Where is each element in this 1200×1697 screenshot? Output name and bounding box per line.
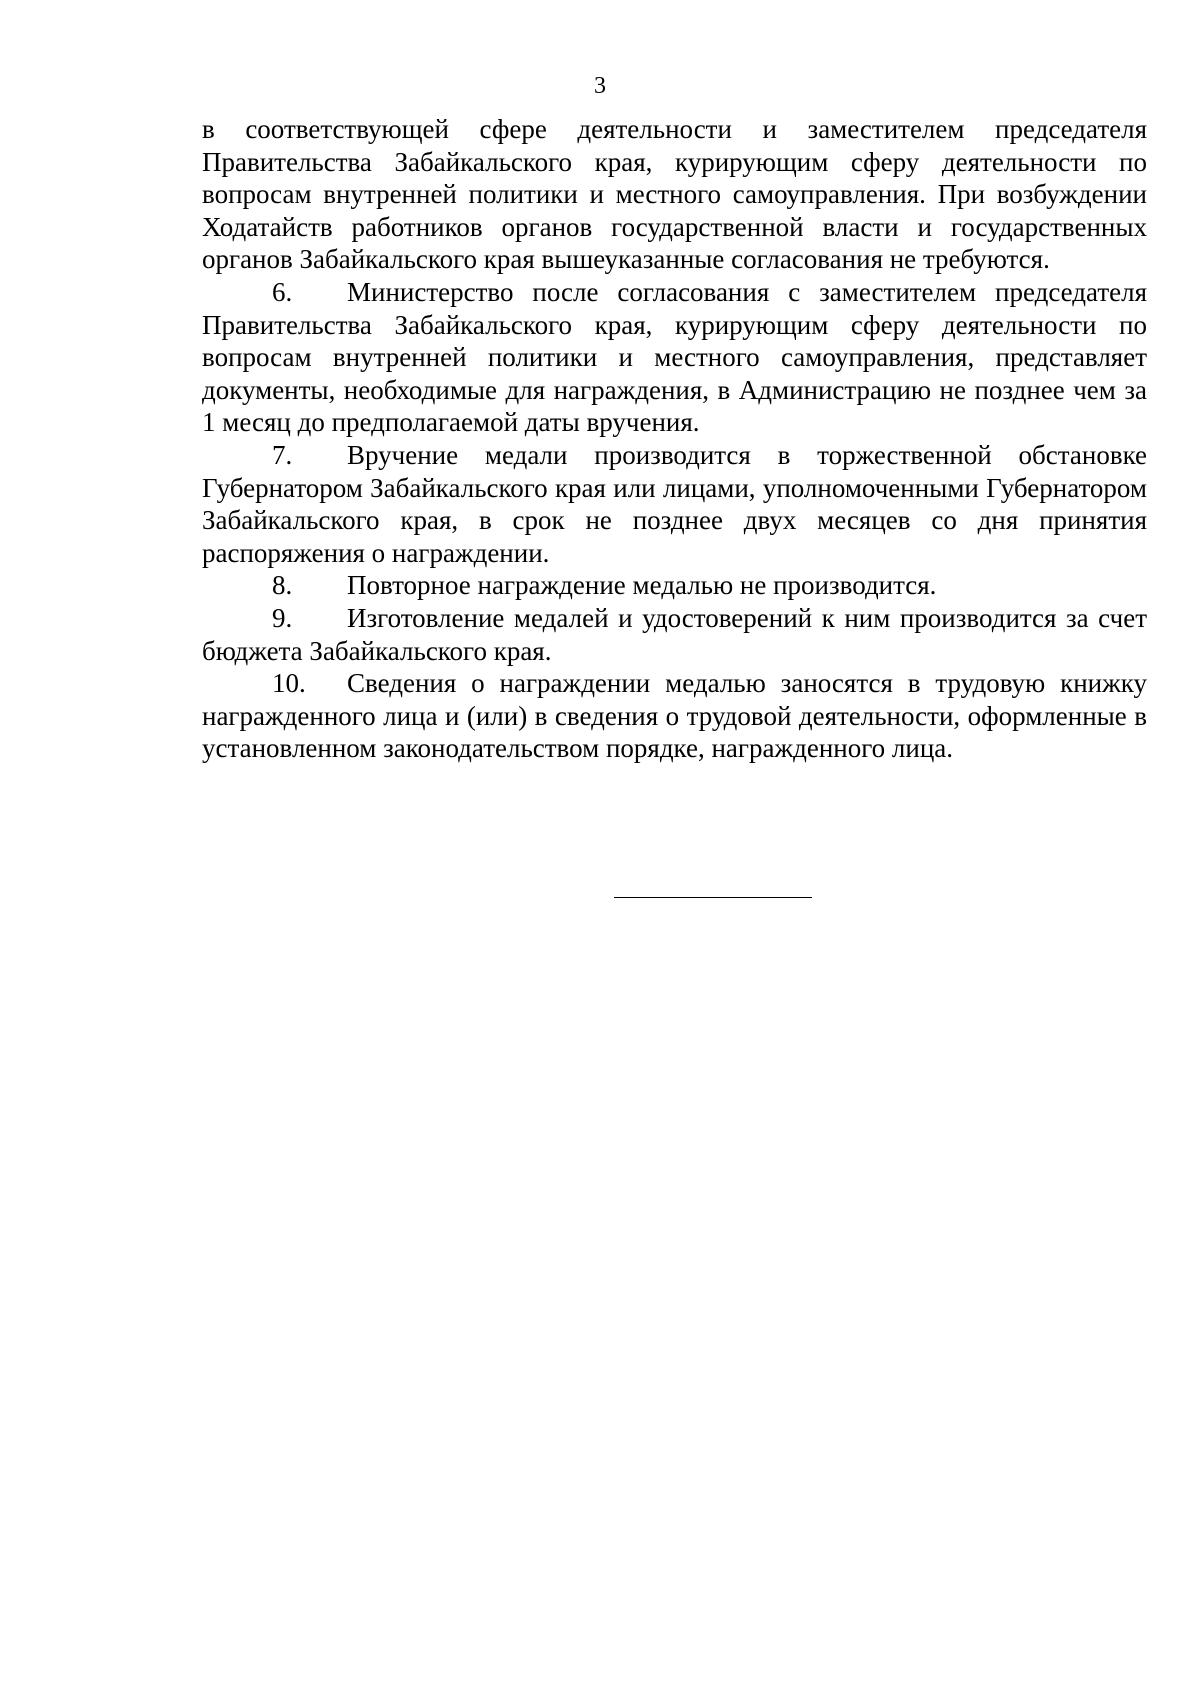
end-of-document-line [614,897,812,898]
paragraph-6 [202,276,1147,439]
paragraph-text: в соответствующей сфере деятельности и заместителем председателя Правительства Забайкальского края, курирующим сферу деятельности по вопросам внутренней политики и местного самоуправления. При возбуждении Ходатайств работников органов государственной власти и государственных органов Забайкальского края вышеуказанные согласования не требуются. [202,114,1147,275]
paragraph-text: Вручение медали производится в торжественной обстановке Губернатором Забайкальского края или лицами, уполномоченными Губернатором Забайкальского края, в срок не позднее двух месяцев со дня принятия распоряжения о награждении. [202,439,1147,568]
paragraph-text: Изготовление медалей и удостоверений к ним производится за счет бюджета Забайкальского края. [202,602,1147,666]
paragraph-10 [202,667,1147,765]
paragraph-continuation [202,113,1147,276]
paragraph-text: Повторное награждение медалью не производится. [347,570,937,601]
paragraph-9 [202,602,1147,667]
paragraph-number: 10. [272,668,306,699]
paragraph-number: 6. [272,276,293,307]
paragraph-text: Министерство после согласования с заместителем председателя Правительства Забайкальского края, курирующим сферу деятельности по вопросам внутренней политики и местного самоуправления, представляет документы, необходимые для награждения, в Администрацию не позднее чем за 1 месяц до предполагаемой даты вручения. [202,276,1147,438]
paragraph-7 [202,439,1147,569]
paragraph-number: 8. [272,570,293,601]
document-body [202,113,1147,765]
paragraph-8 [202,569,1147,602]
page-number: 3 [594,73,606,99]
paragraph-text: Сведения о награждении медалью заносятся в трудовую книжку награжденного лица и (или) в сведения о трудовой деятельности, оформленные в установленном законодательством порядке, награжденного лица. [202,668,1147,764]
paragraph-number: 7. [272,439,293,470]
paragraph-number: 9. [272,602,293,633]
